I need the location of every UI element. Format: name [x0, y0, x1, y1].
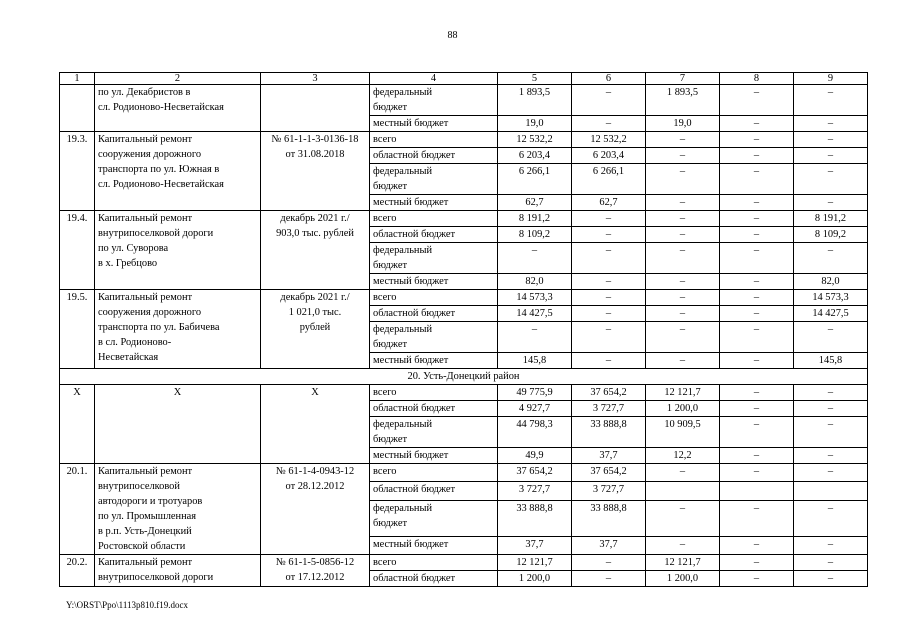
- cell-text-line: Капитальный ремонт: [98, 292, 193, 303]
- cell-text-line: 903,0 тыс. рублей: [276, 228, 354, 239]
- funding-source: [370, 116, 498, 132]
- cell-text-line: по ул. Декабристов в: [98, 87, 191, 98]
- document-details: [261, 464, 370, 555]
- amount-cell: 37 654,2: [498, 464, 572, 482]
- cell-text-line: местный бюджет: [373, 197, 449, 208]
- amount-cell: –: [646, 536, 720, 554]
- cell-text-line: Капитальный ремонт: [98, 557, 193, 568]
- funding-source: [370, 401, 498, 417]
- cell-text-line: внутрипоселковой дороги: [98, 572, 214, 583]
- cell-text-line: федеральный: [373, 87, 433, 98]
- cell-text-line: транспорта по ул. Бабичева: [98, 322, 220, 333]
- amount-cell: 1 200,0: [498, 571, 572, 587]
- amount-cell: –: [572, 243, 646, 274]
- amount-cell: 37,7: [498, 536, 572, 554]
- table-row: [60, 211, 868, 227]
- amount-cell: 145,8: [498, 353, 572, 369]
- amount-cell: –: [498, 243, 572, 274]
- amount-cell: –: [498, 322, 572, 353]
- funding-source: [370, 243, 498, 274]
- amount-cell: 12 121,7: [646, 385, 720, 401]
- object-name: [95, 132, 261, 211]
- amount-cell: 12 121,7: [646, 555, 720, 571]
- amount-cell: 14 427,5: [794, 306, 868, 322]
- amount-cell: 8 109,2: [498, 227, 572, 243]
- amount-cell: 145,8: [794, 353, 868, 369]
- cell-text-line: бюджет: [373, 102, 408, 113]
- document-details: [261, 385, 370, 464]
- amount-cell: –: [794, 85, 868, 116]
- amount-cell: –: [720, 353, 794, 369]
- object-name: [95, 464, 261, 555]
- amount-cell: 37,7: [572, 448, 646, 464]
- amount-cell: –: [720, 385, 794, 401]
- cell-text-line: Ростовской области: [98, 541, 186, 552]
- amount-cell: –: [720, 274, 794, 290]
- amount-cell: –: [646, 227, 720, 243]
- amount-cell: 3 727,7: [572, 401, 646, 417]
- funding-source: [370, 417, 498, 448]
- cell-text-line: рублей: [299, 322, 331, 333]
- cell-text-line: Капитальный ремонт: [98, 134, 193, 145]
- cell-text-line: всего: [373, 387, 397, 398]
- cell-text-line: местный бюджет: [373, 450, 449, 461]
- funding-source: [370, 227, 498, 243]
- document-details: [261, 290, 370, 369]
- amount-cell: –: [646, 243, 720, 274]
- cell-text-line: транспорта по ул. Южная в: [98, 164, 220, 175]
- funding-source: [370, 500, 498, 536]
- amount-cell: –: [720, 227, 794, 243]
- amount-cell: –: [646, 464, 720, 482]
- cell-text-line: местный бюджет: [373, 538, 449, 550]
- cell-text-line: областной бюджет: [373, 484, 456, 496]
- section-title: 20. Усть-Донецкий район: [60, 369, 868, 385]
- cell-text-line: бюджет: [373, 181, 408, 192]
- funding-source: [370, 353, 498, 369]
- object-name: [95, 555, 261, 587]
- cell-text-line: 1 021,0 тыс.: [288, 307, 342, 318]
- funding-source: [370, 274, 498, 290]
- amount-cell: 37,7: [572, 536, 646, 554]
- amount-cell: –: [720, 322, 794, 353]
- cell-text-line: бюджет: [373, 260, 408, 271]
- cell-text-line: Несветайская: [98, 352, 159, 363]
- amount-cell: 6 203,4: [572, 148, 646, 164]
- amount-cell: [794, 482, 868, 500]
- cell-text-line: № 61-1-4-0943-12: [275, 466, 355, 477]
- amount-cell: –: [794, 385, 868, 401]
- cell-text-line: в сл. Родионово-: [98, 337, 172, 348]
- amount-cell: –: [720, 132, 794, 148]
- cell-text-line: всего: [373, 134, 397, 145]
- amount-cell: 62,7: [498, 195, 572, 211]
- amount-cell: –: [646, 274, 720, 290]
- cell-text-line: федеральный: [373, 502, 433, 514]
- cell-text-line: от 31.08.2018: [285, 149, 345, 160]
- amount-cell: 6 266,1: [498, 164, 572, 195]
- item-number: 19.3.: [60, 132, 95, 211]
- column-header-5: 5: [498, 73, 572, 85]
- document-details: [261, 85, 370, 132]
- amount-cell: –: [572, 85, 646, 116]
- amount-cell: –: [794, 116, 868, 132]
- amount-cell: –: [572, 306, 646, 322]
- amount-cell: –: [720, 195, 794, 211]
- cell-text-line: автодороги и тротуаров: [98, 496, 203, 507]
- amount-cell: 12 532,2: [498, 132, 572, 148]
- amount-cell: –: [646, 211, 720, 227]
- table-row: [60, 464, 868, 482]
- amount-cell: –: [646, 195, 720, 211]
- amount-cell: –: [572, 211, 646, 227]
- amount-cell: –: [720, 164, 794, 195]
- amount-cell: –: [572, 116, 646, 132]
- funding-source: [370, 148, 498, 164]
- amount-cell: –: [646, 322, 720, 353]
- amount-cell: 62,7: [572, 195, 646, 211]
- funding-source: [370, 464, 498, 482]
- column-header-8: 8: [720, 73, 794, 85]
- cell-text-line: местный бюджет: [373, 118, 449, 129]
- cell-text-line: федеральный: [373, 245, 433, 256]
- funding-source: [370, 164, 498, 195]
- amount-cell: 6 266,1: [572, 164, 646, 195]
- amount-cell: –: [794, 401, 868, 417]
- amount-cell: 3 727,7: [498, 482, 572, 500]
- amount-cell: 33 888,8: [572, 500, 646, 536]
- column-header-4: 4: [370, 73, 498, 85]
- cell-text-line: сооружения дорожного: [98, 307, 202, 318]
- amount-cell: 44 798,3: [498, 417, 572, 448]
- amount-cell: –: [720, 211, 794, 227]
- amount-cell: –: [720, 464, 794, 482]
- amount-cell: 49,9: [498, 448, 572, 464]
- amount-cell: –: [720, 85, 794, 116]
- item-number: 19.5.: [60, 290, 95, 369]
- object-name: [95, 385, 261, 464]
- amount-cell: –: [794, 148, 868, 164]
- amount-cell: –: [720, 148, 794, 164]
- cell-text-line: всего: [373, 466, 397, 477]
- page-number: 88: [447, 30, 458, 41]
- item-number: 19.4.: [60, 211, 95, 290]
- funding-source: [370, 85, 498, 116]
- cell-text-line: федеральный: [373, 324, 433, 335]
- amount-cell: 82,0: [794, 274, 868, 290]
- cell-text-line: внутрипоселковой дороги: [98, 228, 214, 239]
- amount-cell: 3 727,7: [572, 482, 646, 500]
- funding-source: [370, 385, 498, 401]
- amount-cell: 33 888,8: [572, 417, 646, 448]
- amount-cell: –: [720, 116, 794, 132]
- amount-cell: 49 775,9: [498, 385, 572, 401]
- amount-cell: [720, 482, 794, 500]
- cell-text-line: от 17.12.2012: [285, 572, 345, 583]
- amount-cell: –: [646, 353, 720, 369]
- cell-text-line: федеральный: [373, 419, 433, 430]
- amount-cell: 4 927,7: [498, 401, 572, 417]
- amount-cell: –: [794, 417, 868, 448]
- amount-cell: [646, 482, 720, 500]
- amount-cell: 14 427,5: [498, 306, 572, 322]
- cell-text-line: по ул. Промышленная: [98, 511, 197, 522]
- file-path-footer: Y:\ORST\Ppo\1113p810.f19.docx: [66, 600, 189, 610]
- amount-cell: –: [572, 290, 646, 306]
- amount-cell: –: [572, 571, 646, 587]
- amount-cell: 1 200,0: [646, 401, 720, 417]
- funding-source: [370, 290, 498, 306]
- amount-cell: –: [646, 164, 720, 195]
- amount-cell: 14 573,3: [794, 290, 868, 306]
- cell-text-line: сооружения дорожного: [98, 149, 202, 160]
- amount-cell: –: [720, 555, 794, 571]
- amount-cell: –: [646, 132, 720, 148]
- header-row: [60, 73, 868, 85]
- column-header-3: 3: [261, 73, 370, 85]
- amount-cell: –: [794, 500, 868, 536]
- document-details: [261, 211, 370, 290]
- amount-cell: –: [572, 227, 646, 243]
- amount-cell: –: [720, 500, 794, 536]
- table-row: [60, 132, 868, 148]
- column-header-1: 1: [60, 73, 95, 85]
- cell-text-line: областной бюджет: [373, 308, 456, 319]
- item-number: 20.1.: [60, 464, 95, 555]
- amount-cell: –: [720, 571, 794, 587]
- cell-text-line: всего: [373, 213, 397, 224]
- amount-cell: –: [720, 306, 794, 322]
- funding-source: [370, 555, 498, 571]
- amount-cell: 8 109,2: [794, 227, 868, 243]
- cell-text-line: областной бюджет: [373, 229, 456, 240]
- column-header-9: 9: [794, 73, 868, 85]
- amount-cell: –: [646, 148, 720, 164]
- amount-cell: –: [794, 322, 868, 353]
- cell-text-line: всего: [373, 292, 397, 303]
- cell-text-line: бюджет: [373, 339, 408, 350]
- amount-cell: 6 203,4: [498, 148, 572, 164]
- funding-source: [370, 211, 498, 227]
- amount-cell: –: [794, 164, 868, 195]
- cell-text-line: Х: [173, 387, 182, 398]
- amount-cell: 1 893,5: [498, 85, 572, 116]
- amount-cell: 8 191,2: [498, 211, 572, 227]
- cell-text-line: областной бюджет: [373, 150, 456, 161]
- amount-cell: –: [720, 401, 794, 417]
- item-number: Х: [60, 385, 95, 464]
- amount-cell: –: [646, 290, 720, 306]
- document-details: [261, 555, 370, 587]
- cell-text-line: сл. Родионово-Несветайская: [98, 179, 224, 190]
- funding-source: [370, 482, 498, 500]
- amount-cell: –: [794, 571, 868, 587]
- amount-cell: 19,0: [498, 116, 572, 132]
- amount-cell: 8 191,2: [794, 211, 868, 227]
- cell-text-line: декабрь 2021 г./: [280, 213, 350, 224]
- cell-text-line: местный бюджет: [373, 355, 449, 366]
- amount-cell: 19,0: [646, 116, 720, 132]
- amount-cell: –: [572, 322, 646, 353]
- section-row: [60, 369, 868, 385]
- amount-cell: –: [794, 448, 868, 464]
- cell-text-line: областной бюджет: [373, 403, 456, 414]
- amount-cell: 12,2: [646, 448, 720, 464]
- amount-cell: 12 121,7: [498, 555, 572, 571]
- cell-text-line: бюджет: [373, 517, 408, 529]
- cell-text-line: № 61-1-1-3-0136-18: [271, 134, 359, 145]
- table-row: [60, 290, 868, 306]
- cell-text-line: бюджет: [373, 434, 408, 445]
- amount-cell: 37 654,2: [572, 385, 646, 401]
- object-name: [95, 290, 261, 369]
- amount-cell: –: [720, 290, 794, 306]
- amount-cell: –: [720, 417, 794, 448]
- cell-text-line: № 61-1-5-0856-12: [275, 557, 355, 568]
- cell-text-line: от 28.12.2012: [285, 481, 345, 492]
- table-row: [60, 385, 868, 401]
- amount-cell: –: [794, 536, 868, 554]
- funding-source: [370, 322, 498, 353]
- amount-cell: –: [572, 274, 646, 290]
- budget-table: [59, 72, 868, 587]
- amount-cell: –: [572, 353, 646, 369]
- amount-cell: 1 893,5: [646, 85, 720, 116]
- cell-text-line: Капитальный ремонт: [98, 466, 193, 477]
- funding-source: [370, 306, 498, 322]
- funding-source: [370, 195, 498, 211]
- amount-cell: –: [794, 132, 868, 148]
- amount-cell: –: [794, 464, 868, 482]
- amount-cell: –: [646, 500, 720, 536]
- amount-cell: 1 200,0: [646, 571, 720, 587]
- item-number: [60, 85, 95, 132]
- amount-cell: –: [720, 536, 794, 554]
- funding-source: [370, 132, 498, 148]
- funding-source: [370, 536, 498, 554]
- table-row: [60, 555, 868, 571]
- amount-cell: –: [794, 195, 868, 211]
- cell-text-line: в р.п. Усть-Донецкий: [98, 526, 192, 537]
- amount-cell: –: [572, 555, 646, 571]
- object-name: [95, 85, 261, 132]
- cell-text-line: Капитальный ремонт: [98, 213, 193, 224]
- cell-text-line: местный бюджет: [373, 276, 449, 287]
- cell-text-line: Х: [311, 387, 319, 398]
- cell-text-line: внутрипоселковой: [98, 481, 180, 492]
- amount-cell: 14 573,3: [498, 290, 572, 306]
- table-row: [60, 85, 868, 116]
- amount-cell: –: [646, 306, 720, 322]
- amount-cell: –: [794, 555, 868, 571]
- column-header-7: 7: [646, 73, 720, 85]
- cell-text-line: областной бюджет: [373, 573, 456, 584]
- amount-cell: –: [720, 448, 794, 464]
- amount-cell: 10 909,5: [646, 417, 720, 448]
- cell-text-line: в х. Гребцово: [98, 258, 158, 269]
- cell-text-line: декабрь 2021 г./: [280, 292, 350, 303]
- cell-text-line: всего: [373, 557, 397, 568]
- amount-cell: –: [794, 243, 868, 274]
- document-details: [261, 132, 370, 211]
- item-number: 20.2.: [60, 555, 95, 587]
- object-name: [95, 211, 261, 290]
- amount-cell: 37 654,2: [572, 464, 646, 482]
- cell-text-line: федеральный: [373, 166, 433, 177]
- cell-text-line: по ул. Суворова: [98, 243, 169, 254]
- amount-cell: 33 888,8: [498, 500, 572, 536]
- amount-cell: 12 532,2: [572, 132, 646, 148]
- column-header-2: 2: [95, 73, 261, 85]
- cell-text-line: сл. Родионово-Несветайская: [98, 102, 224, 113]
- amount-cell: 82,0: [498, 274, 572, 290]
- funding-source: [370, 571, 498, 587]
- funding-source: [370, 448, 498, 464]
- amount-cell: –: [720, 243, 794, 274]
- column-header-6: 6: [572, 73, 646, 85]
